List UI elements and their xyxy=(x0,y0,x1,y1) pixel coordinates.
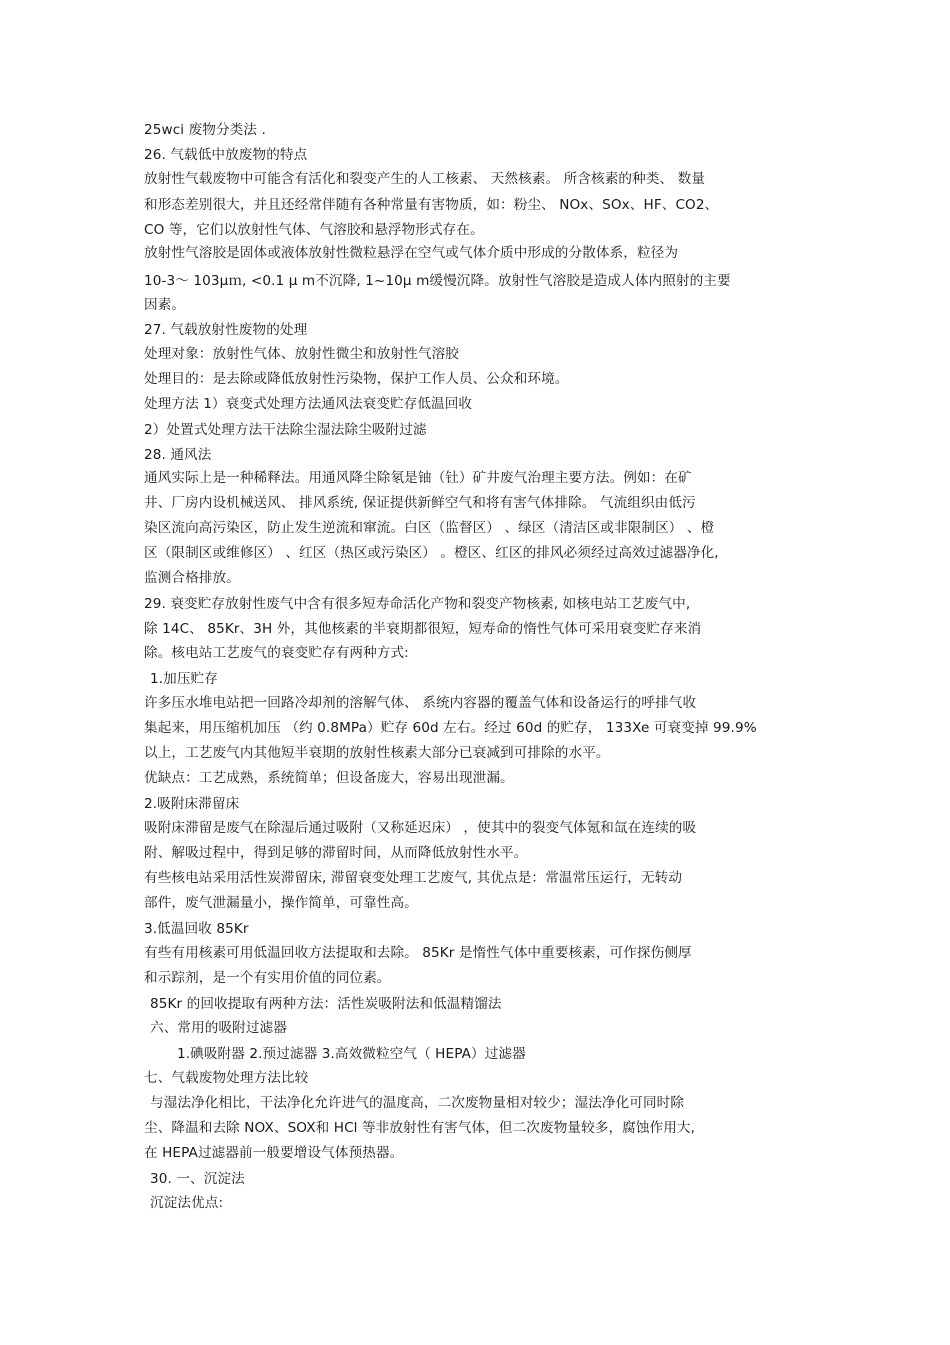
text-line: 放射性气溶胶是固体或液体放射性微粒悬浮在空气或气体介质中形成的分散体系，粒径为 xyxy=(144,245,679,261)
text-line: 有些核电站采用活性炭滞留床, 滞留衰变处理工艺废气, 其优点是：常温常压运行，无转动 xyxy=(144,870,683,886)
text-line: 附、解吸过程中，得到足够的滞留时间，从而降低放射性水平。 xyxy=(144,845,528,861)
text-line: 集起来，用压缩机加压 （约 0.8MPa）贮存 60d 左右。经过 60d 的贮存， 133Xe 可衰变掉 99.9% xyxy=(144,720,757,736)
text-line: CO 等，它们以放射性气体、气溶胶和悬浮物形式存在。 xyxy=(144,222,484,238)
text-line: 30. 一、沉淀法 xyxy=(150,1171,245,1187)
text-line: 处理目的：是去除或降低放射性污染物，保护工作人员、公众和环境。 xyxy=(144,371,569,387)
text-line: 28. 通风法 xyxy=(144,447,212,463)
text-line: 25wci 废物分类法 . xyxy=(144,122,266,138)
text-line: 区（限制区或维修区） 、红区（热区或污染区） 。橙区、红区的排风必须经过高效过滤器净化, xyxy=(144,545,719,561)
text-line: 3.低温回收 85Kr xyxy=(144,921,249,937)
text-line: 七、气载废物处理方法比较 xyxy=(144,1070,309,1086)
text-line: 2）处置式处理方法干法除尘湿法除尘吸附过滤 xyxy=(144,422,427,438)
text-line: 26. 气载低中放废物的特点 xyxy=(144,147,308,163)
text-line: 2.吸附床滞留床 xyxy=(144,796,240,812)
text-line: 和形态差别很大，并且还经常伴随有各种常量有害物质，如：粉尘、 NOx、SOx、HF、CO2、 xyxy=(144,197,719,213)
text-line: 因素。 xyxy=(144,297,186,313)
text-line: 许多压水堆电站把一回路冷却剂的溶解气体、 系统内容器的覆盖气体和设备运行的呼排气收 xyxy=(144,695,697,711)
text-line: 29. 衰变贮存放射性废气中含有很多短寿命活化产物和裂变产物核素, 如核电站工艺废气中, xyxy=(144,596,691,612)
text-line: 染区流向高污染区，防止发生逆流和窜流。白区（监督区） 、绿区（清洁区或非限制区） 、橙 xyxy=(144,520,715,536)
text-line: 优缺点：工艺成熟，系统简单；但设备庞大，容易出现泄漏。 xyxy=(144,770,514,786)
text-line: 沉淀法优点: xyxy=(150,1195,224,1211)
text-line: 85Kr 的回收提取有两种方法：活性炭吸附法和低温精馏法 xyxy=(150,996,502,1012)
text-line: 处理对象：放射性气体、放射性微尘和放射性气溶胶 xyxy=(144,346,459,362)
text-line: 在 HEPA过滤器前一般要增设气体预热器。 xyxy=(144,1145,404,1161)
text-line: 除 14C、 85Kr、3H 外，其他核素的半衰期都很短，短寿命的惰性气体可采用衰变贮存来消 xyxy=(144,621,702,637)
text-line: 和示踪剂，是一个有实用价值的同位素。 xyxy=(144,970,391,986)
text-line: 井、厂房内设机械送风、 排风系统, 保证提供新鲜空气和将有害气体排除。 气流组织由低污 xyxy=(144,495,696,511)
text-line: 监测合格排放。 xyxy=(144,570,240,586)
text-line: 处理方法 1）衰变式处理方法通风法衰变贮存低温回收 xyxy=(144,396,473,412)
text-line: 27. 气载放射性废物的处理 xyxy=(144,322,308,338)
text-line: 1.加压贮存 xyxy=(150,671,218,687)
text-line: 吸附床滞留是废气在除湿后通过吸附（又称延迟床） ，使其中的裂变气体氪和氙在连续的吸 xyxy=(144,820,697,836)
text-line: 1.碘吸附器 2.预过滤器 3.高效微粒空气（ HEPA）过滤器 xyxy=(177,1046,526,1062)
text-line: 与湿法净化相比，干法净化允许进气的温度高，二次废物量相对较少；湿法净化可同时除 xyxy=(150,1095,685,1111)
text-line: 放射性气载废物中可能含有活化和裂变产生的人工核素、 天然核素。 所含核素的种类、 数量 xyxy=(144,171,706,187)
text-line: 除。核电站工艺废气的衰变贮存有两种方式: xyxy=(144,645,409,661)
text-line: 六、常用的吸附过滤器 xyxy=(150,1020,287,1036)
text-line: 部件，废气泄漏量小，操作简单，可靠性高。 xyxy=(144,895,418,911)
text-line: 以上，工艺废气内其他短半衰期的放射性核素大部分已衰减到可排除的水平。 xyxy=(144,745,610,761)
text-line: 尘、降温和去除 NOX、SOX和 HCl 等非放射性有害气体，但二次废物量较多，腐蚀作用大, xyxy=(144,1120,696,1136)
text-line: 通风实际上是一种稀释法。用通风降尘除氡是铀（钍）矿井废气治理主要方法。例如：在矿 xyxy=(144,470,692,486)
text-line: 有些有用核素可用低温回收方法提取和去除。 85Kr 是惰性气体中重要核素，可作探伤侧厚 xyxy=(144,945,692,961)
text-line: 10-3～ 103μｍ, <0.1 μ m不沉降, 1~10μ m缓慢沉降。放射性气溶胶是造成人体内照射的主要 xyxy=(144,273,731,289)
